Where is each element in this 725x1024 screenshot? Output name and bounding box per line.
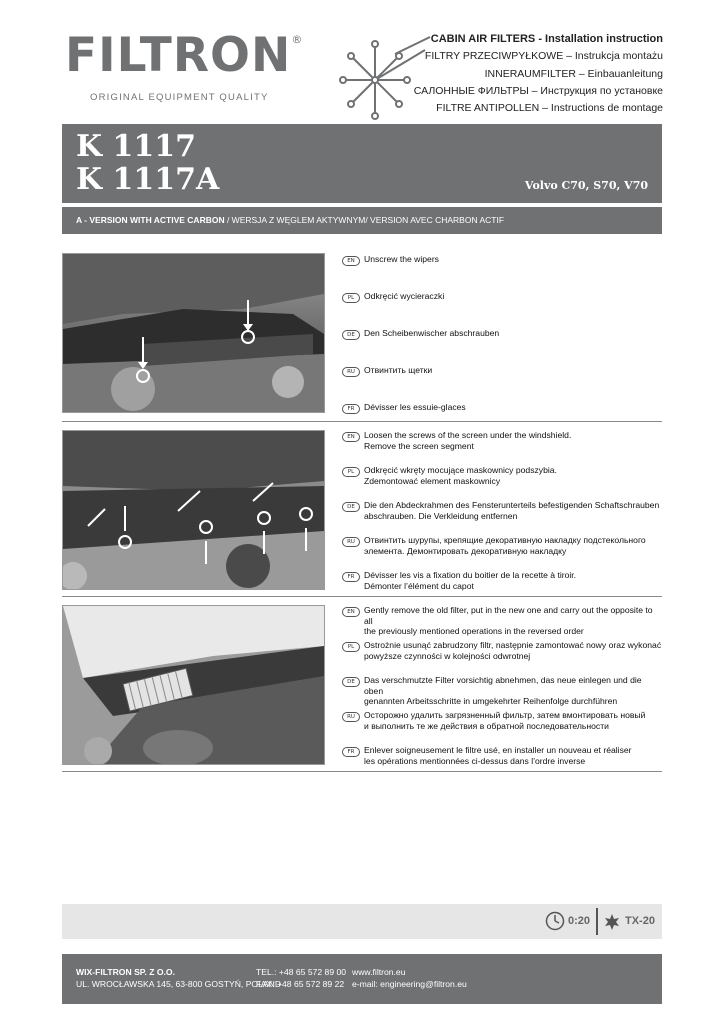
lang-badge: PL [342,467,360,477]
step-divider [62,596,662,597]
footer [62,954,662,1004]
lang-badge: DE [342,677,360,687]
lang-badge: DE [342,502,360,512]
instruction-titles [414,31,663,117]
torx-icon [603,913,621,931]
title-fr: FILTRE ANTIPOLLEN – Instructions de montage [436,102,663,115]
title-pl: FILTRY PRZECIWPYŁKOWE – Instrukcja montażu [424,50,663,63]
step2-photo [62,430,325,590]
model-k1117: K 1117 [76,129,197,164]
install-time: 0:20 [568,915,591,927]
lang-badge: EN [342,607,360,617]
tools-divider [596,908,598,935]
filtron-logo [65,28,304,83]
email-link[interactable]: e-mail: engineering@filtron.eu [352,979,467,989]
product-band [62,124,662,203]
vehicle-list: Volvo C70, S70, V70 [524,179,648,192]
instruction-text: Отвинтить шурупы, крепящие декоративную накладку подстекольного элемента. Демонтировать декоративную накладку [364,535,646,556]
lang-badge: FR [342,747,360,757]
version-bar [62,207,662,234]
instruction-text: Loosen the screws of the screen under the windshield. Remove the screen segment [364,430,572,451]
instruction-text: Den Scheibenwischer abschrauben [364,328,500,338]
instruction-text: Отвинтить щетки [364,365,433,375]
tool-size: TX-20 [625,915,655,927]
lang-badge: DE [342,330,360,340]
title-de: INNERAUMFILTER – Einbauanleitung [484,67,663,80]
company-address: UL. WROCŁAWSKA 145, 63-800 GOSTYŃ, POLAND [76,979,282,989]
lang-badge: RU [342,712,360,722]
instruction-text: Dévisser les essuie-glaces [364,402,466,412]
step-divider [62,421,662,422]
footer-phones [256,966,346,990]
lang-badge: PL [342,293,360,303]
step3-photo [62,605,325,765]
instruction-text: Enlever soigneusement le filtre usé, en installer un nouveau et réaliser les opérations mentionnées ci-dessus dans l’ordre inverse [364,745,632,766]
footer-company [76,966,281,990]
instruction-text: Das verschmutzte Filter vorsichtig abnehmen, das neue einlegen und die oben genannten Arbeitsschritte in umgekehrter Reihenfolge durchführen [364,675,642,707]
lang-badge: FR [342,404,360,414]
lang-badge: EN [342,432,360,442]
logo-text: FILTRON [65,28,292,83]
instruction-text: Dévisser les vis a fixation du boitier de la recette à tiroir. Démonter l’élément du capot [364,570,577,591]
footer-contact [352,966,467,990]
instruction-text: Odkręcić wkręty mocujące maskownicy podszybia. Zdemontować element maskownicy [364,465,557,486]
model-k1117a: K 1117A [76,162,220,197]
website-link[interactable]: www.filtron.eu [352,967,406,977]
instruction-text: Gently remove the old filter, put in the new one and carry out the opposite to all the previously mentioned operations in the reversed order [364,605,653,637]
clock-icon [545,911,565,931]
title-ru: САЛОННЫЕ ФИЛЬТРЫ – Инструкция по установке [413,84,663,97]
instruction-text: Осторожно удалить загрязненный фильтр, затем вмонтировать новый и выполнить те же действия в обратной последовательности [364,710,646,731]
lang-badge: PL [342,642,360,652]
step1-photo [62,253,325,413]
instruction-text: Odkręcić wycieraczki [364,291,445,301]
lang-badge: RU [342,537,360,547]
tagline: ORIGINAL EQUIPMENT QUALITY [90,92,269,103]
tools-bar [62,904,662,939]
company-name: WIX-FILTRON SP. Z O.O. [76,967,175,977]
lang-badge: FR [342,572,360,582]
registered-mark: ® [291,33,304,46]
lang-badge: EN [342,256,360,266]
phone-number: TEL.: +48 65 572 89 00 [256,967,347,977]
instruction-text: Ostrożnie usunąć zabrudzony filtr, następnie zamontować nowy oraz wykonać powyższe czynności w kolejności odwrotnej [364,640,662,661]
lang-badge: RU [342,367,360,377]
fax-number: FAX: +48 65 572 89 22 [256,979,345,989]
title-en: CABIN AIR FILTERS - Installation instruction [430,33,663,45]
instruction-text: Die den Abdeckrahmen des Fensterunterteils befestigenden Schaftschrauben abschrauben. Die Verkleidung entfernen [364,500,660,521]
step-divider [62,771,662,772]
instruction-text: Unscrew the wipers [364,254,439,264]
version-translations: / WERSJA Z WĘGLEM AKTYWNYM/ VERSION AVEC CHARBON ACTIF [224,215,505,225]
version-label: A - VERSION WITH ACTIVE CARBON [76,215,225,225]
